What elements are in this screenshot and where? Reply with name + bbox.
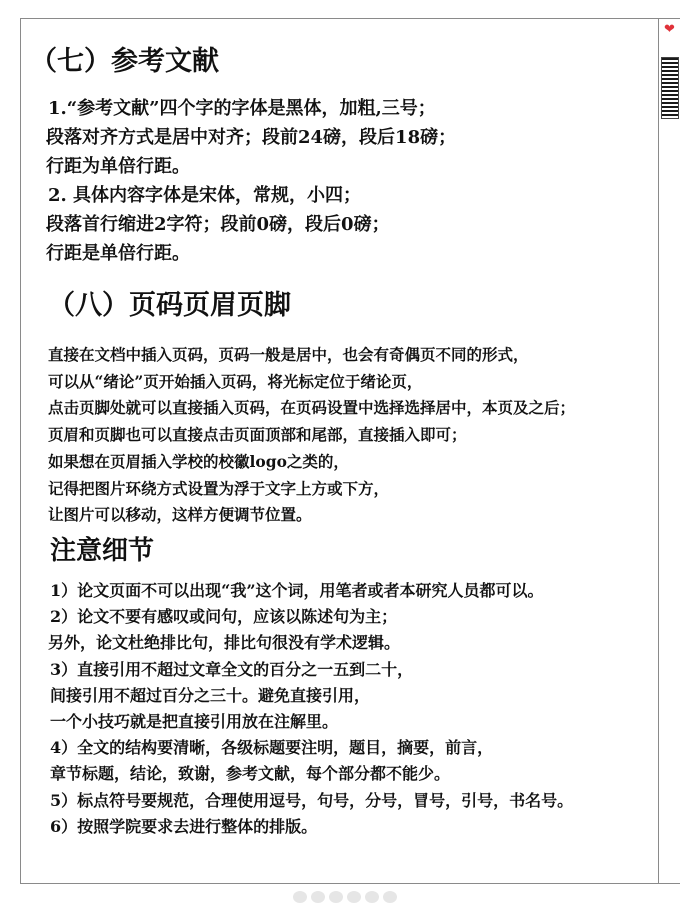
scroll-thumb[interactable] [661, 57, 679, 119]
watermark-blob [311, 891, 325, 903]
list-item: 另外，论文杜绝排比句，排比句很没有学术逻辑。 [48, 633, 401, 653]
text-line: 直接在文档中插入页码，页码一般是居中，也会有奇偶页不同的形式， [48, 345, 529, 364]
section-title-notes: 注意细节 [50, 536, 155, 566]
text-line: 如果想在页眉插入学校的校徽logo之类的， [48, 451, 349, 471]
watermark-blob [293, 891, 307, 903]
notes-list [50, 578, 573, 840]
scroll-up-button[interactable] [659, 19, 680, 40]
text-line: 段落首行缩进2字符；段前0磅，段后0磅； [46, 214, 390, 235]
list-item: 3）直接引用不超过文章全文的百分之一五到二十， [50, 659, 414, 679]
text-line: 点击页脚处就可以直接插入页码，在页码设置中选择选择居中，本页及之后； [48, 398, 576, 418]
text-line: 行距是单倍行距。 [46, 243, 190, 264]
watermark-blob [329, 891, 343, 903]
heart-icon: ❤ [664, 22, 675, 37]
list-item: 6）按照学院要求去进行整体的排版。 [50, 816, 318, 836]
page-numbers-paragraph [48, 342, 575, 529]
list-item: 1）论文页面不可以出现“我”这个词，用笔者或者本研究人员都可以。 [50, 581, 544, 600]
list-item: 章节标题，结论，致谢，参考文献，每个部分都不能少。 [50, 764, 451, 784]
text-line: 记得把图片环绕方式设置为浮于文字上方或下方， [48, 478, 390, 498]
list-item: 间接引用不超过百分之三十。避免直接引用， [50, 685, 371, 705]
references-paragraph [48, 94, 456, 268]
list-item: 4）全文的结构要清晰，各级标题要注明，题目，摘要，前言， [50, 738, 494, 758]
list-item: 5）标点符号要规范，合理使用逗号，句号，分号，冒号，引号，书名号。 [50, 790, 574, 810]
text-line: 让图片可以移动，这样方便调节位置。 [48, 505, 312, 525]
text-line: 行距为单倍行距。 [46, 156, 190, 177]
list-item: 2）论文不要有感叹或问句，应该以陈述句为主； [50, 607, 398, 627]
watermark-blob [365, 891, 379, 903]
text-line: 可以从“绪论”页开始插入页码，将光标定位于绪论页， [48, 371, 423, 391]
text-line: 1.“参考文献”四个字的字体是黑体，加粗,三号； [48, 98, 436, 119]
text-line: 2. 具体内容字体是宋体，常规，小四； [48, 185, 362, 206]
watermark-blob [383, 891, 397, 903]
section-title-references: （七）参考文献 [30, 46, 219, 77]
text-line: 段落对齐方式是居中对齐；段前24磅，段后18磅； [46, 127, 457, 148]
watermark-strip [270, 884, 420, 910]
list-item: 一个小技巧就是把直接引用放在注解里。 [50, 712, 339, 732]
section-title-page-numbers: （八）页码页眉页脚 [48, 290, 291, 321]
watermark-blob [347, 891, 361, 903]
vertical-scrollbar[interactable] [658, 19, 680, 883]
text-line: 页眉和页脚也可以直接点击页面顶部和尾部，直接插入即可； [48, 425, 467, 445]
